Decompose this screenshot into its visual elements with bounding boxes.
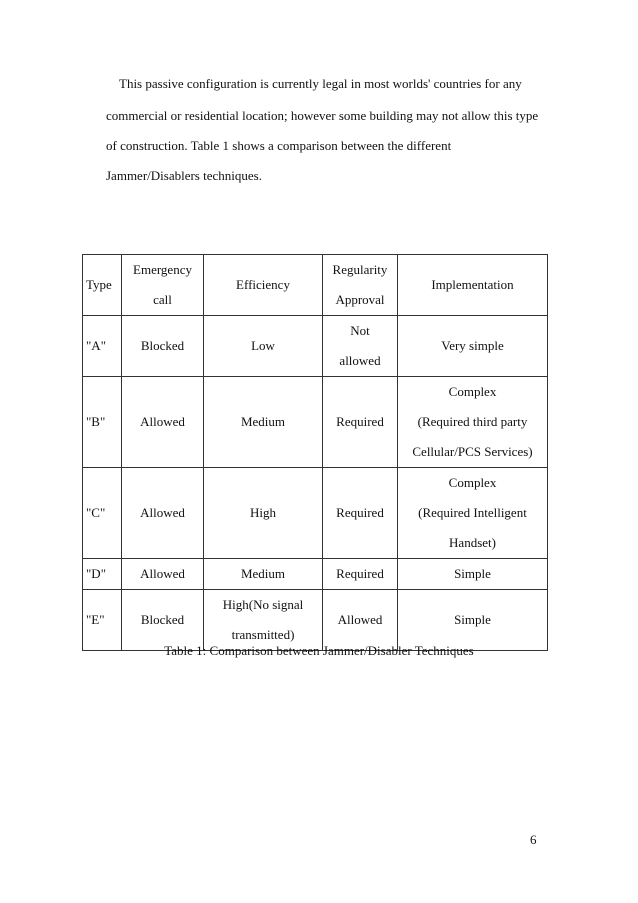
cell-implementation-line: Complex — [448, 475, 497, 490]
table-caption: Table 1: Comparison between Jammer/Disabler Techniques — [164, 643, 474, 658]
header-emergency-line: Emergency — [133, 262, 192, 277]
cell-approval: Allowed — [323, 590, 398, 651]
cell-emergency: Blocked — [122, 316, 204, 377]
table-row — [83, 468, 548, 559]
paragraph-line: Jammer/Disablers techniques. — [106, 168, 262, 183]
cell-emergency: Blocked — [122, 590, 204, 651]
paragraph-line: commercial or residential location; however some building may not allow this type — [106, 108, 539, 123]
cell-implementation: Simple — [398, 590, 548, 651]
paragraph-line: of construction. Table 1 shows a comparison between the different — [106, 138, 452, 153]
cell-implementation-line: (Required Intelligent Handset) — [418, 505, 527, 550]
cell-implementation — [398, 377, 548, 468]
cell-implementation — [398, 468, 548, 559]
header-emergency-line: call — [153, 292, 172, 307]
cell-type: "B" — [83, 377, 122, 468]
table-row — [83, 377, 548, 468]
cell-efficiency-line: transmitted) — [231, 627, 295, 642]
cell-type: "C" — [83, 468, 122, 559]
cell-implementation: Very simple — [398, 316, 548, 377]
cell-efficiency: High — [204, 468, 323, 559]
header-type: Type — [83, 255, 122, 316]
header-regularity-line: Regularity — [332, 262, 388, 277]
cell-implementation-line: (Required third party — [417, 414, 528, 429]
cell-approval-line: allowed — [339, 353, 381, 368]
cell-implementation-line: Complex — [448, 384, 497, 399]
cell-approval-line: Not — [350, 323, 370, 338]
cell-efficiency — [204, 590, 323, 651]
cell-efficiency: Low — [204, 316, 323, 377]
header-emergency-call — [122, 255, 204, 316]
header-regularity-line: Approval — [335, 292, 385, 307]
cell-efficiency: Medium — [204, 377, 323, 468]
cell-implementation-line: Cellular/PCS Services) — [412, 444, 533, 459]
cell-emergency: Allowed — [122, 377, 204, 468]
table-row — [83, 316, 548, 377]
comparison-table — [82, 254, 548, 651]
page-number: 6 — [530, 832, 537, 847]
cell-type: "E" — [83, 590, 122, 651]
header-regularity-approval — [323, 255, 398, 316]
header-implementation: Implementation — [398, 255, 548, 316]
cell-type: "D" — [83, 559, 122, 590]
cell-approval: Required — [323, 468, 398, 559]
cell-implementation: Simple — [398, 559, 548, 590]
cell-emergency: Allowed — [122, 559, 204, 590]
table-header-row — [83, 255, 548, 316]
cell-efficiency: Medium — [204, 559, 323, 590]
cell-type: "A" — [83, 316, 122, 377]
header-efficiency: Efficiency — [204, 255, 323, 316]
paragraph-line: This passive configuration is currently legal in most worlds' countries for any — [119, 76, 522, 91]
cell-efficiency-line: High(No signal — [222, 597, 304, 612]
table-row — [83, 590, 548, 651]
cell-approval: Required — [323, 559, 398, 590]
table-row — [83, 559, 548, 590]
cell-approval — [323, 316, 398, 377]
cell-approval: Required — [323, 377, 398, 468]
cell-emergency: Allowed — [122, 468, 204, 559]
